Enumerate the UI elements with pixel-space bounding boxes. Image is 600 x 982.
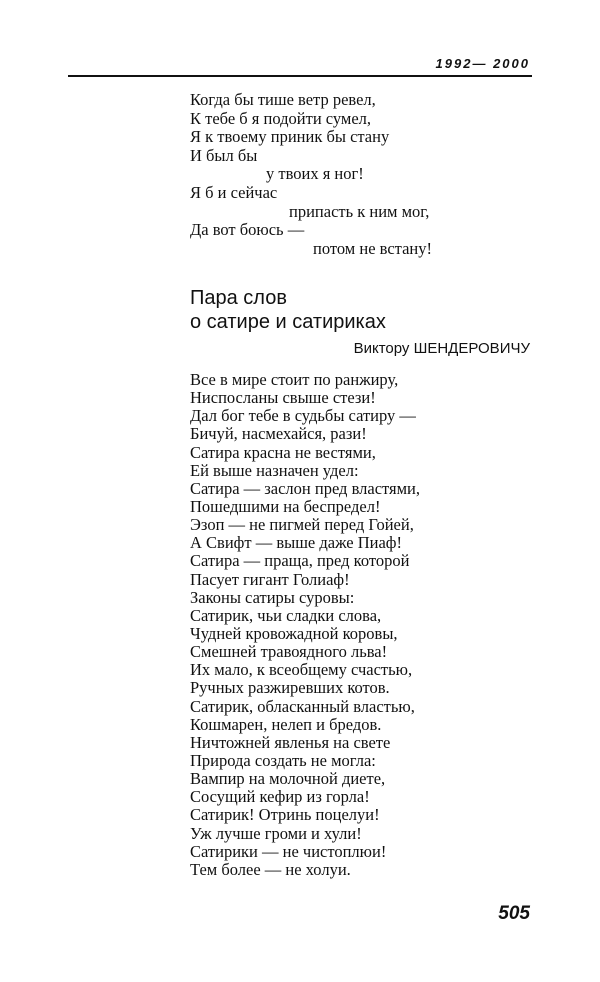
verse-line: Вампир на молочной диете,: [190, 769, 386, 789]
verse-line: К тебе б я подойти сумел,: [190, 108, 372, 128]
verse-line: Сосущий кефир из горла!: [190, 787, 370, 807]
verse-line: Я к твоему приник бы стану: [190, 127, 390, 147]
verse-line: Пасует гигант Голиаф!: [190, 569, 350, 589]
poem-stanza: [190, 91, 432, 258]
verse-line: у твоих я ног!: [266, 164, 364, 184]
verse-line: А Свифт — выше даже Пиаф!: [190, 533, 402, 553]
verse-line: Сатира красна не вестями,: [190, 442, 376, 462]
verse-line: И был бы: [190, 145, 258, 165]
verse-line: Природа создать не могла:: [190, 750, 376, 770]
verse-line: Их мало, к всеобщему счастью,: [190, 660, 413, 680]
poem-title-line: Пара слов: [190, 287, 287, 309]
verse-line: Смешней травоядного льва!: [190, 642, 388, 662]
page-number: 505: [498, 903, 530, 924]
verse-line: Ничтожней явленья на свете: [190, 732, 391, 752]
verse-line: Бичуй, насмехайся, рази!: [190, 424, 367, 444]
verse-line: Пошедшими на беспредел!: [190, 496, 381, 516]
poem-body: [190, 371, 420, 879]
poem-title: [190, 286, 386, 334]
poem-title-line: о сатире и сатириках: [190, 311, 386, 333]
verse-line: Сатирик, чьи сладки слова,: [190, 605, 382, 625]
verse-line: Я б и сейчас: [190, 182, 278, 202]
verse-line: Эзоп — не пигмей перед Гойей,: [190, 515, 414, 535]
verse-line: Законы сатиры суровы:: [190, 587, 355, 607]
verse-line: Все в мире стоит по ранжиру,: [190, 370, 399, 389]
verse-line: Сатира — праща, пред которой: [190, 551, 410, 571]
verse-line: потом не встану!: [313, 238, 432, 258]
running-head: 1992— 2000: [435, 56, 530, 71]
verse-line: Сатирик, обласканный властью,: [190, 696, 415, 716]
verse-line: Дал бог тебе в судьбы сатиру —: [190, 406, 416, 426]
verse-line: Ручных разжиревших котов.: [190, 678, 390, 698]
verse-line: Уж лучше громи и хули!: [190, 823, 362, 843]
verse-line: Сатирики — не чистоплюи!: [190, 841, 387, 861]
verse-line: Когда бы тише ветр ревел,: [190, 90, 376, 109]
verse-line: Ей выше назначен удел:: [190, 460, 359, 480]
verse-line: Кошмарен, нелеп и бредов.: [190, 714, 382, 734]
verse-line: Ниспосланы свыше стези!: [190, 388, 376, 408]
verse-line: Сатира — заслон пред властями,: [190, 478, 421, 498]
verse-line: Да вот боюсь —: [190, 220, 305, 240]
header-rule: [68, 75, 532, 77]
verse-line: Чудней кровожадной коровы,: [190, 623, 398, 643]
verse-line: припасть к ним мог,: [289, 201, 430, 221]
verse-line: Сатирик! Отринь поцелуи!: [190, 805, 380, 825]
poem-dedication: Виктору ШЕНДЕРОВИЧУ: [353, 340, 530, 357]
verse-line: Тем более — не холуи.: [190, 859, 351, 879]
